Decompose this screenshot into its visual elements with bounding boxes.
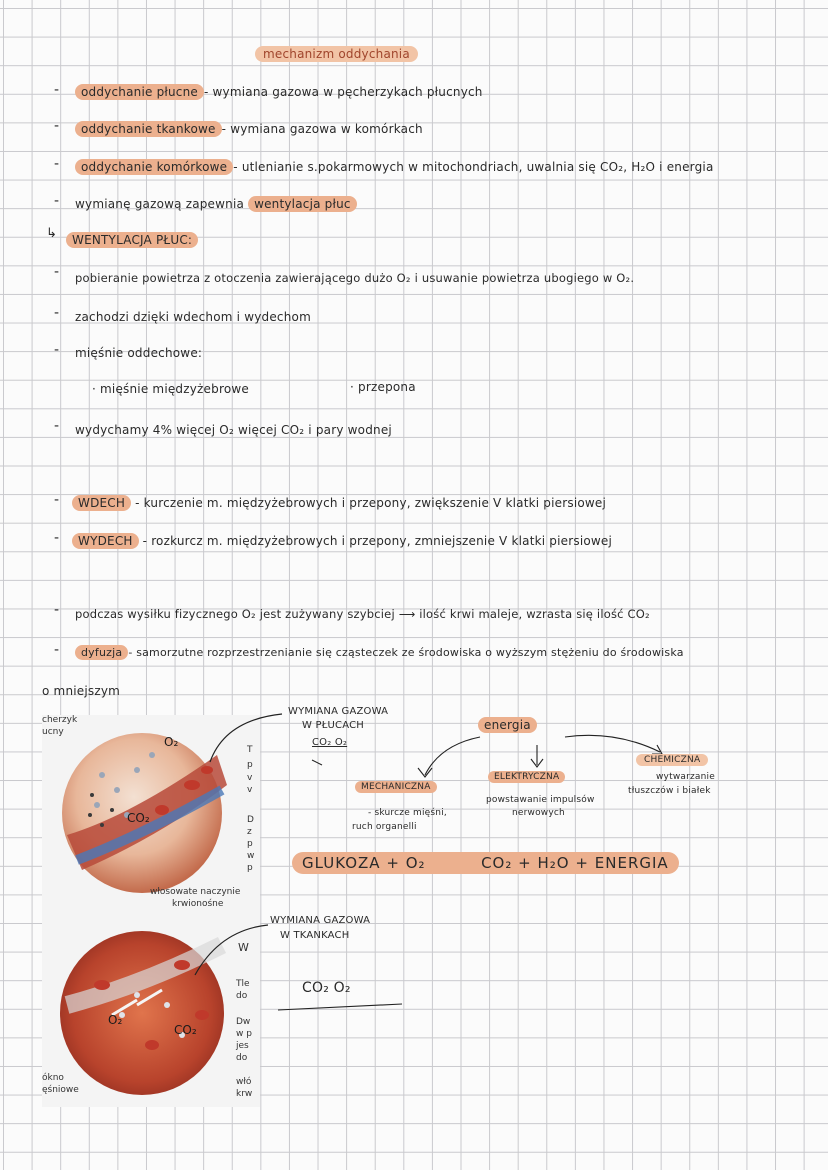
photo-fragment: Tle bbox=[236, 979, 250, 989]
equation: GLUKOZA + O₂ CO₂ + H₂O + ENERGIA bbox=[292, 852, 679, 874]
photo-co2-bot: CO₂ bbox=[174, 1023, 197, 1037]
tissues-label-2: W TKANKACH bbox=[280, 930, 350, 941]
lungs-label-2: W PŁUCACH bbox=[302, 720, 364, 731]
photo-label: cherzyk bbox=[42, 715, 78, 725]
muscle-item-1: · mięśnie międzyżebrowe bbox=[92, 382, 249, 396]
photo-fragment: jes bbox=[236, 1041, 249, 1051]
energia-chem: CHEMICZNA bbox=[636, 755, 708, 765]
line-wydech: WYDECH - rozkurcz m. międzyżebrowych i przepony, zmniejszenie V klatki piersiowej bbox=[72, 534, 612, 548]
photo-label: ókno bbox=[42, 1073, 64, 1083]
bullet-dash: - bbox=[54, 305, 60, 321]
photo-fragment: D bbox=[247, 815, 254, 825]
line-dyfuzja: dyfuzja - samorzutne rozprzestrzenianie się cząsteczek ze środowiska o wyższym stężeniu do środowiska bbox=[75, 646, 684, 659]
photo-fragment: T bbox=[247, 745, 253, 755]
bullet-dash: - bbox=[54, 530, 60, 546]
photo-fragment: do bbox=[236, 1053, 248, 1063]
photo-fragment: w p bbox=[236, 1029, 252, 1039]
line-oddychanie-tkankowe: oddychanie tkankowe - wymiana gazowa w komórkach bbox=[75, 122, 423, 136]
heading-wentylacja: WENTYLACJA PŁUC: bbox=[66, 233, 198, 247]
went-line-3: mięśnie oddechowe: bbox=[75, 346, 203, 360]
elek-desc-2: nerwowych bbox=[512, 808, 565, 818]
photo-fragment: p bbox=[247, 863, 253, 873]
elek-desc-1: powstawanie impulsów bbox=[486, 795, 595, 805]
line-oddychanie-plucne: oddychanie płucne - wymiana gazowa w pęcherzykach płucnych bbox=[75, 85, 483, 99]
bullet-dash: - bbox=[54, 602, 60, 618]
bullet-dash: - bbox=[54, 418, 60, 434]
line-wentylacja: wymianę gazową zapewnia wentylacja płuc bbox=[75, 197, 357, 211]
photo-fragment: Dw bbox=[236, 1017, 251, 1027]
line-wysilek: podczas wysiłku fizycznego O₂ jest zużywany szybciej ⟶ ilość krwi maleje, wzrasta się ilość CO₂ bbox=[75, 607, 650, 621]
photo-capillary: włosowate naczynie bbox=[150, 887, 241, 897]
page-title: mechanizm oddychania bbox=[255, 47, 418, 61]
photo-fragment: v bbox=[247, 785, 253, 795]
bullet-dash: - bbox=[54, 264, 60, 280]
bullet-dash: - bbox=[54, 156, 60, 172]
went-line-1: pobieranie powietrza z otoczenia zawierającego dużo O₂ i usuwanie powietrza ubogiego w O₂. bbox=[75, 271, 635, 285]
photo-fragment: W bbox=[238, 941, 249, 954]
lungs-formula: CO₂ O₂ bbox=[312, 737, 348, 748]
chem-desc-1: wytwarzanie bbox=[656, 772, 715, 782]
arrow-icon: ↳ bbox=[46, 226, 58, 241]
chem-desc-2: tłuszczów i białek bbox=[628, 786, 711, 796]
photo-label: ucny bbox=[42, 727, 64, 737]
lungs-label-1: WYMIANA GAZOWA bbox=[288, 706, 389, 717]
tissues-label-1: WYMIANA GAZOWA bbox=[270, 915, 371, 926]
photo-fragment: włó bbox=[236, 1077, 252, 1087]
photo-fragment: z bbox=[247, 827, 252, 837]
bullet-dash: - bbox=[54, 492, 60, 508]
photo-o2-bot: O₂ bbox=[108, 1013, 123, 1027]
bullet-dash: - bbox=[54, 82, 60, 98]
bullet-dash: - bbox=[54, 193, 60, 209]
mech-desc-2: ruch organelli bbox=[352, 822, 417, 832]
alveolus-illustration bbox=[42, 715, 260, 1107]
line-oddychanie-komorkowe: oddychanie komórkowe - utlenianie s.pokarmowych w mitochondriach, uwalnia się CO₂, H₂O i energia bbox=[75, 160, 714, 174]
went-line-2: zachodzi dzięki wdechom i wydechom bbox=[75, 310, 311, 324]
bullet-dash: - bbox=[54, 642, 60, 658]
photo-fragment: p bbox=[247, 839, 253, 849]
tissues-formula: CO₂ O₂ bbox=[302, 980, 351, 996]
photo-label: ęśniowe bbox=[42, 1085, 79, 1095]
dyfuzja-cont: o mniejszym bbox=[42, 684, 121, 698]
photo-co2-top: CO₂ bbox=[127, 811, 150, 825]
energia-title: energia bbox=[478, 718, 537, 732]
photo-fragment: w bbox=[247, 851, 255, 861]
photo-capillary: krwionośne bbox=[172, 899, 224, 909]
photo-o2-top: O₂ bbox=[164, 735, 179, 749]
muscle-item-2: · przepona bbox=[350, 380, 416, 394]
energia-mech: MECHANICZNA bbox=[355, 782, 437, 792]
textbook-photo bbox=[42, 715, 260, 1107]
mech-desc-1: - skurcze mięśni, bbox=[368, 808, 447, 818]
bullet-dash: - bbox=[54, 342, 60, 358]
energia-elek: ELEKTRYCZNA bbox=[488, 772, 565, 782]
photo-fragment: do bbox=[236, 991, 248, 1001]
line-wdech: WDECH - kurczenie m. międzyżebrowych i przepony, zwiększenie V klatki piersiowej bbox=[72, 496, 606, 510]
went-line-4: wydychamy 4% więcej O₂ więcej CO₂ i pary wodnej bbox=[75, 423, 392, 437]
bullet-dash: - bbox=[54, 118, 60, 134]
photo-fragment: p bbox=[247, 760, 253, 770]
photo-fragment: krw bbox=[236, 1089, 253, 1099]
photo-fragment: v bbox=[247, 773, 253, 783]
